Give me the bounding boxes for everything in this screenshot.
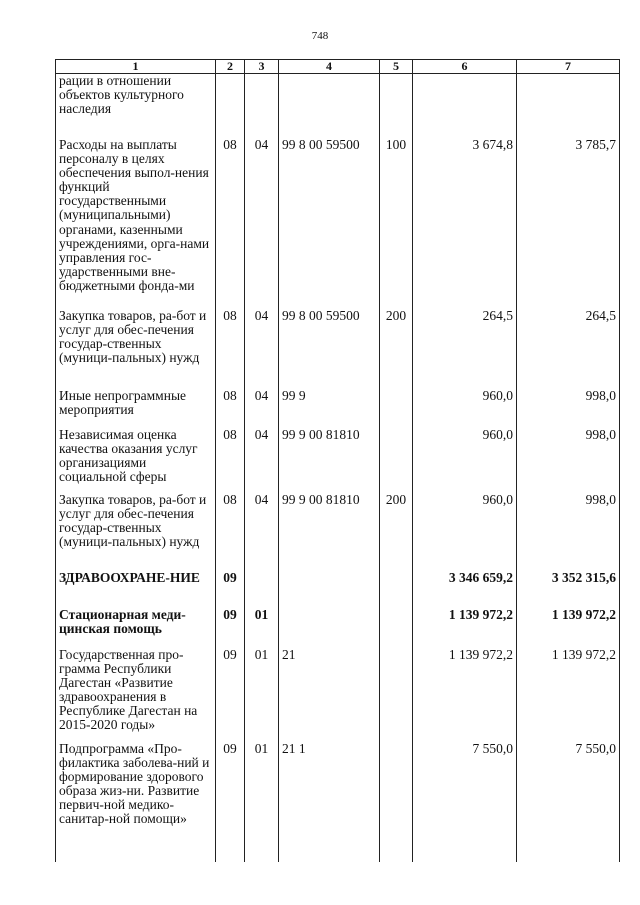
expense-type-code: [380, 428, 413, 493]
target-article-code: 99 8 00 59500: [279, 138, 380, 309]
budget-table: [55, 59, 620, 862]
row-name: рации в отношении объектов культурного наследия: [56, 74, 216, 138]
table-row: [56, 389, 620, 428]
table-row: [56, 74, 620, 138]
column-header-4: 4: [279, 60, 380, 74]
table-row: [56, 571, 620, 608]
target-article-code: 99 8 00 59500: [279, 309, 380, 389]
expense-type-code: [380, 571, 413, 608]
amount-col7: 998,0: [517, 389, 620, 428]
row-name: Иные непрограммные мероприятия: [56, 389, 216, 428]
row-name: Расходы на выплаты персоналу в целях обеспечения выпол-нения функций государственными (муниципальными) органами, казенными учреждениями, орга-нами управления гос-ударственными вне-бюджетными фонда-ми: [56, 138, 216, 309]
page-number: 748: [311, 30, 329, 42]
table-row: [56, 648, 620, 742]
amount-col6: 960,0: [413, 389, 517, 428]
expense-type-code: [380, 74, 413, 138]
table-row: [56, 742, 620, 862]
amount-col6: 1 139 972,2: [413, 608, 517, 648]
section-code: 08: [216, 138, 245, 309]
row-name: Подпрограмма «Про-филактика заболева-ний и формирование здорового образа жиз-ни. Развитие первич-ной медико-санитар-ной помощи»: [56, 742, 216, 862]
row-name: Закупка товаров, ра-бот и услуг для обес-печения государ-ственных (муници-пальных) нужд: [56, 493, 216, 571]
row-name: Стационарная меди-цинская помощь: [56, 608, 216, 648]
row-name: Независимая оценка качества оказания услуг организациями социальной сферы: [56, 428, 216, 493]
subsection-code: 04: [245, 389, 279, 428]
expense-type-code: 100: [380, 138, 413, 309]
amount-col7: 3 785,7: [517, 138, 620, 309]
table-row: [56, 608, 620, 648]
column-header-1: 1: [56, 60, 216, 74]
column-header-2: 2: [216, 60, 245, 74]
row-name: Закупка товаров, ра-бот и услуг для обес-печения государ-ственных (муници-пальных) нужд: [56, 309, 216, 389]
table-row: [56, 428, 620, 493]
amount-col7: 7 550,0: [517, 742, 620, 862]
row-name: ЗДРАВООХРАНЕ-НИЕ: [56, 571, 216, 608]
target-article-code: [279, 608, 380, 648]
amount-col6: 264,5: [413, 309, 517, 389]
section-code: 09: [216, 571, 245, 608]
section-code: 09: [216, 608, 245, 648]
expense-type-code: 200: [380, 493, 413, 571]
target-article-code: 21: [279, 648, 380, 742]
target-article-code: [279, 74, 380, 138]
section-code: 08: [216, 309, 245, 389]
column-header-7: 7: [517, 60, 620, 74]
subsection-code: 04: [245, 138, 279, 309]
amount-col6: 3 674,8: [413, 138, 517, 309]
expense-type-code: [380, 608, 413, 648]
subsection-code: [245, 74, 279, 138]
subsection-code: 04: [245, 493, 279, 571]
table-row: [56, 309, 620, 389]
table-row: [56, 493, 620, 571]
target-article-code: 99 9: [279, 389, 380, 428]
expense-type-code: [380, 648, 413, 742]
section-code: 09: [216, 742, 245, 862]
subsection-code: 01: [245, 608, 279, 648]
target-article-code: 21 1: [279, 742, 380, 862]
target-article-code: 99 9 00 81810: [279, 493, 380, 571]
amount-col7: 998,0: [517, 428, 620, 493]
amount-col7: 264,5: [517, 309, 620, 389]
subsection-code: 04: [245, 428, 279, 493]
amount-col7: 3 352 315,6: [517, 571, 620, 608]
amount-col6: 960,0: [413, 493, 517, 571]
amount-col7: 998,0: [517, 493, 620, 571]
column-header-5: 5: [380, 60, 413, 74]
amount-col7: 1 139 972,2: [517, 648, 620, 742]
amount-col6: 3 346 659,2: [413, 571, 517, 608]
table-row: [56, 138, 620, 309]
section-code: 09: [216, 648, 245, 742]
section-code: 08: [216, 428, 245, 493]
expense-type-code: 200: [380, 309, 413, 389]
expense-type-code: [380, 742, 413, 862]
amount-col6: 1 139 972,2: [413, 648, 517, 742]
table-header-row: [56, 60, 620, 74]
amount-col6: 960,0: [413, 428, 517, 493]
subsection-code: 04: [245, 309, 279, 389]
subsection-code: [245, 571, 279, 608]
amount-col7: 1 139 972,2: [517, 608, 620, 648]
amount-col6: [413, 74, 517, 138]
amount-col7: [517, 74, 620, 138]
subsection-code: 01: [245, 742, 279, 862]
column-header-6: 6: [413, 60, 517, 74]
expense-type-code: [380, 389, 413, 428]
subsection-code: 01: [245, 648, 279, 742]
target-article-code: [279, 571, 380, 608]
column-header-3: 3: [245, 60, 279, 74]
amount-col6: 7 550,0: [413, 742, 517, 862]
section-code: 08: [216, 389, 245, 428]
target-article-code: 99 9 00 81810: [279, 428, 380, 493]
section-code: [216, 74, 245, 138]
row-name: Государственная про-грамма Республики Дагестан «Развитие здравоохранения в Республике Дагестан на 2015-2020 годы»: [56, 648, 216, 742]
section-code: 08: [216, 493, 245, 571]
